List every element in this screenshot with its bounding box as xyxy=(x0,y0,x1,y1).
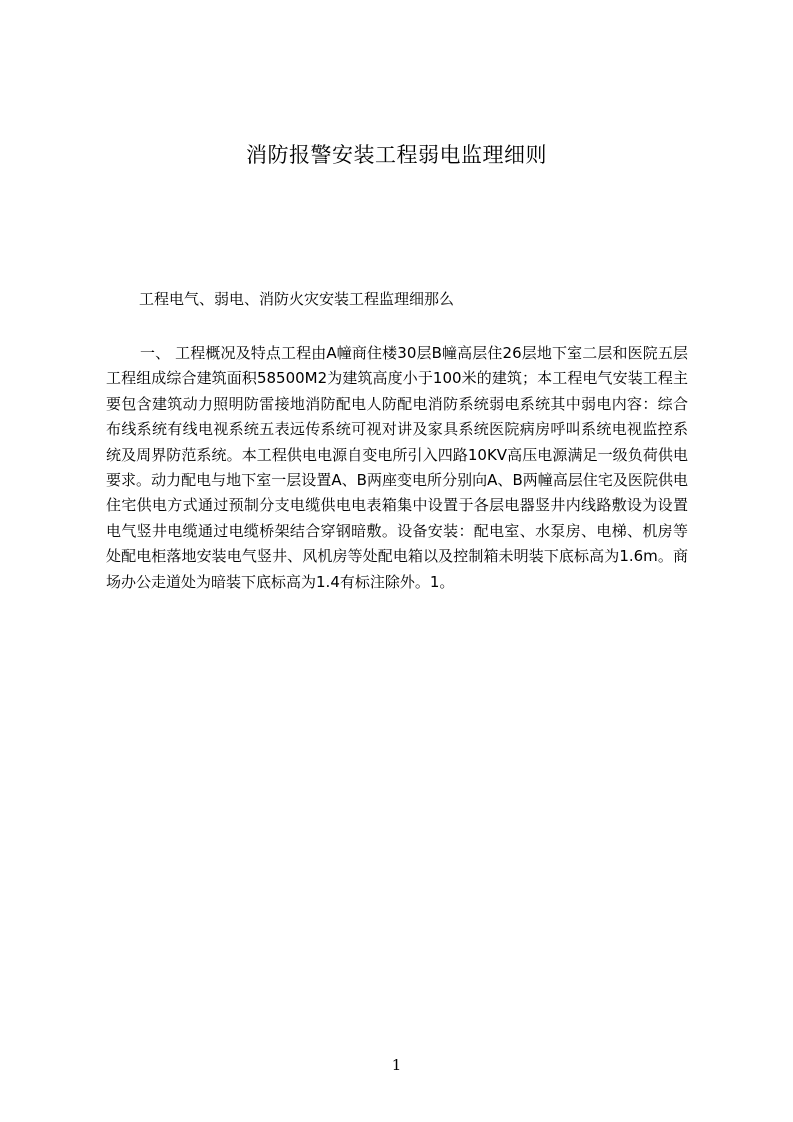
section-subheading: 工程电气、弱电、消防火灾安装工程监理细那么 xyxy=(139,290,455,308)
page-number: 1 xyxy=(391,1056,402,1074)
body-paragraph: 一、 工程概况及特点工程由A幢商住楼30层B幢高层住26层地下室二层和医院五层工程组成综合建筑面积58500M2为建筑高度小于100米的建筑；本工程电气安装工程主要包含建筑动力照明防雷接地消防配电人防配电消防系统弱电系统其中弱电内容：综合布线系统有线电视系统五表远传系统可视对讲及家具系统医院病房呼叫系统电视监控系统及周界防范系统。本工程供电电源自变电所引入四路10KV高压电源满足一级负荷供电要求。动力配电与地下室一层设置A、B两座变电所分别向A、B两幢高层住宅及医院供电住宅供电方式通过预制分支电缆供电电表箱集中设置于各层电器竖井内线路敷设为设置电气竖井电缆通过电缆桥架结合穿钢暗敷。设备安装：配电室、水泵房、电梯、机房等处配电柜落地安装电气竖井、风机房等处配电箱以及控制箱未明装下底标高为1.6m。商场办公走道处为暗装下底标高为1.4有标注除外。1。 xyxy=(106,344,688,591)
document-title: 消防报警安装工程弱电监理细则 xyxy=(246,143,547,167)
